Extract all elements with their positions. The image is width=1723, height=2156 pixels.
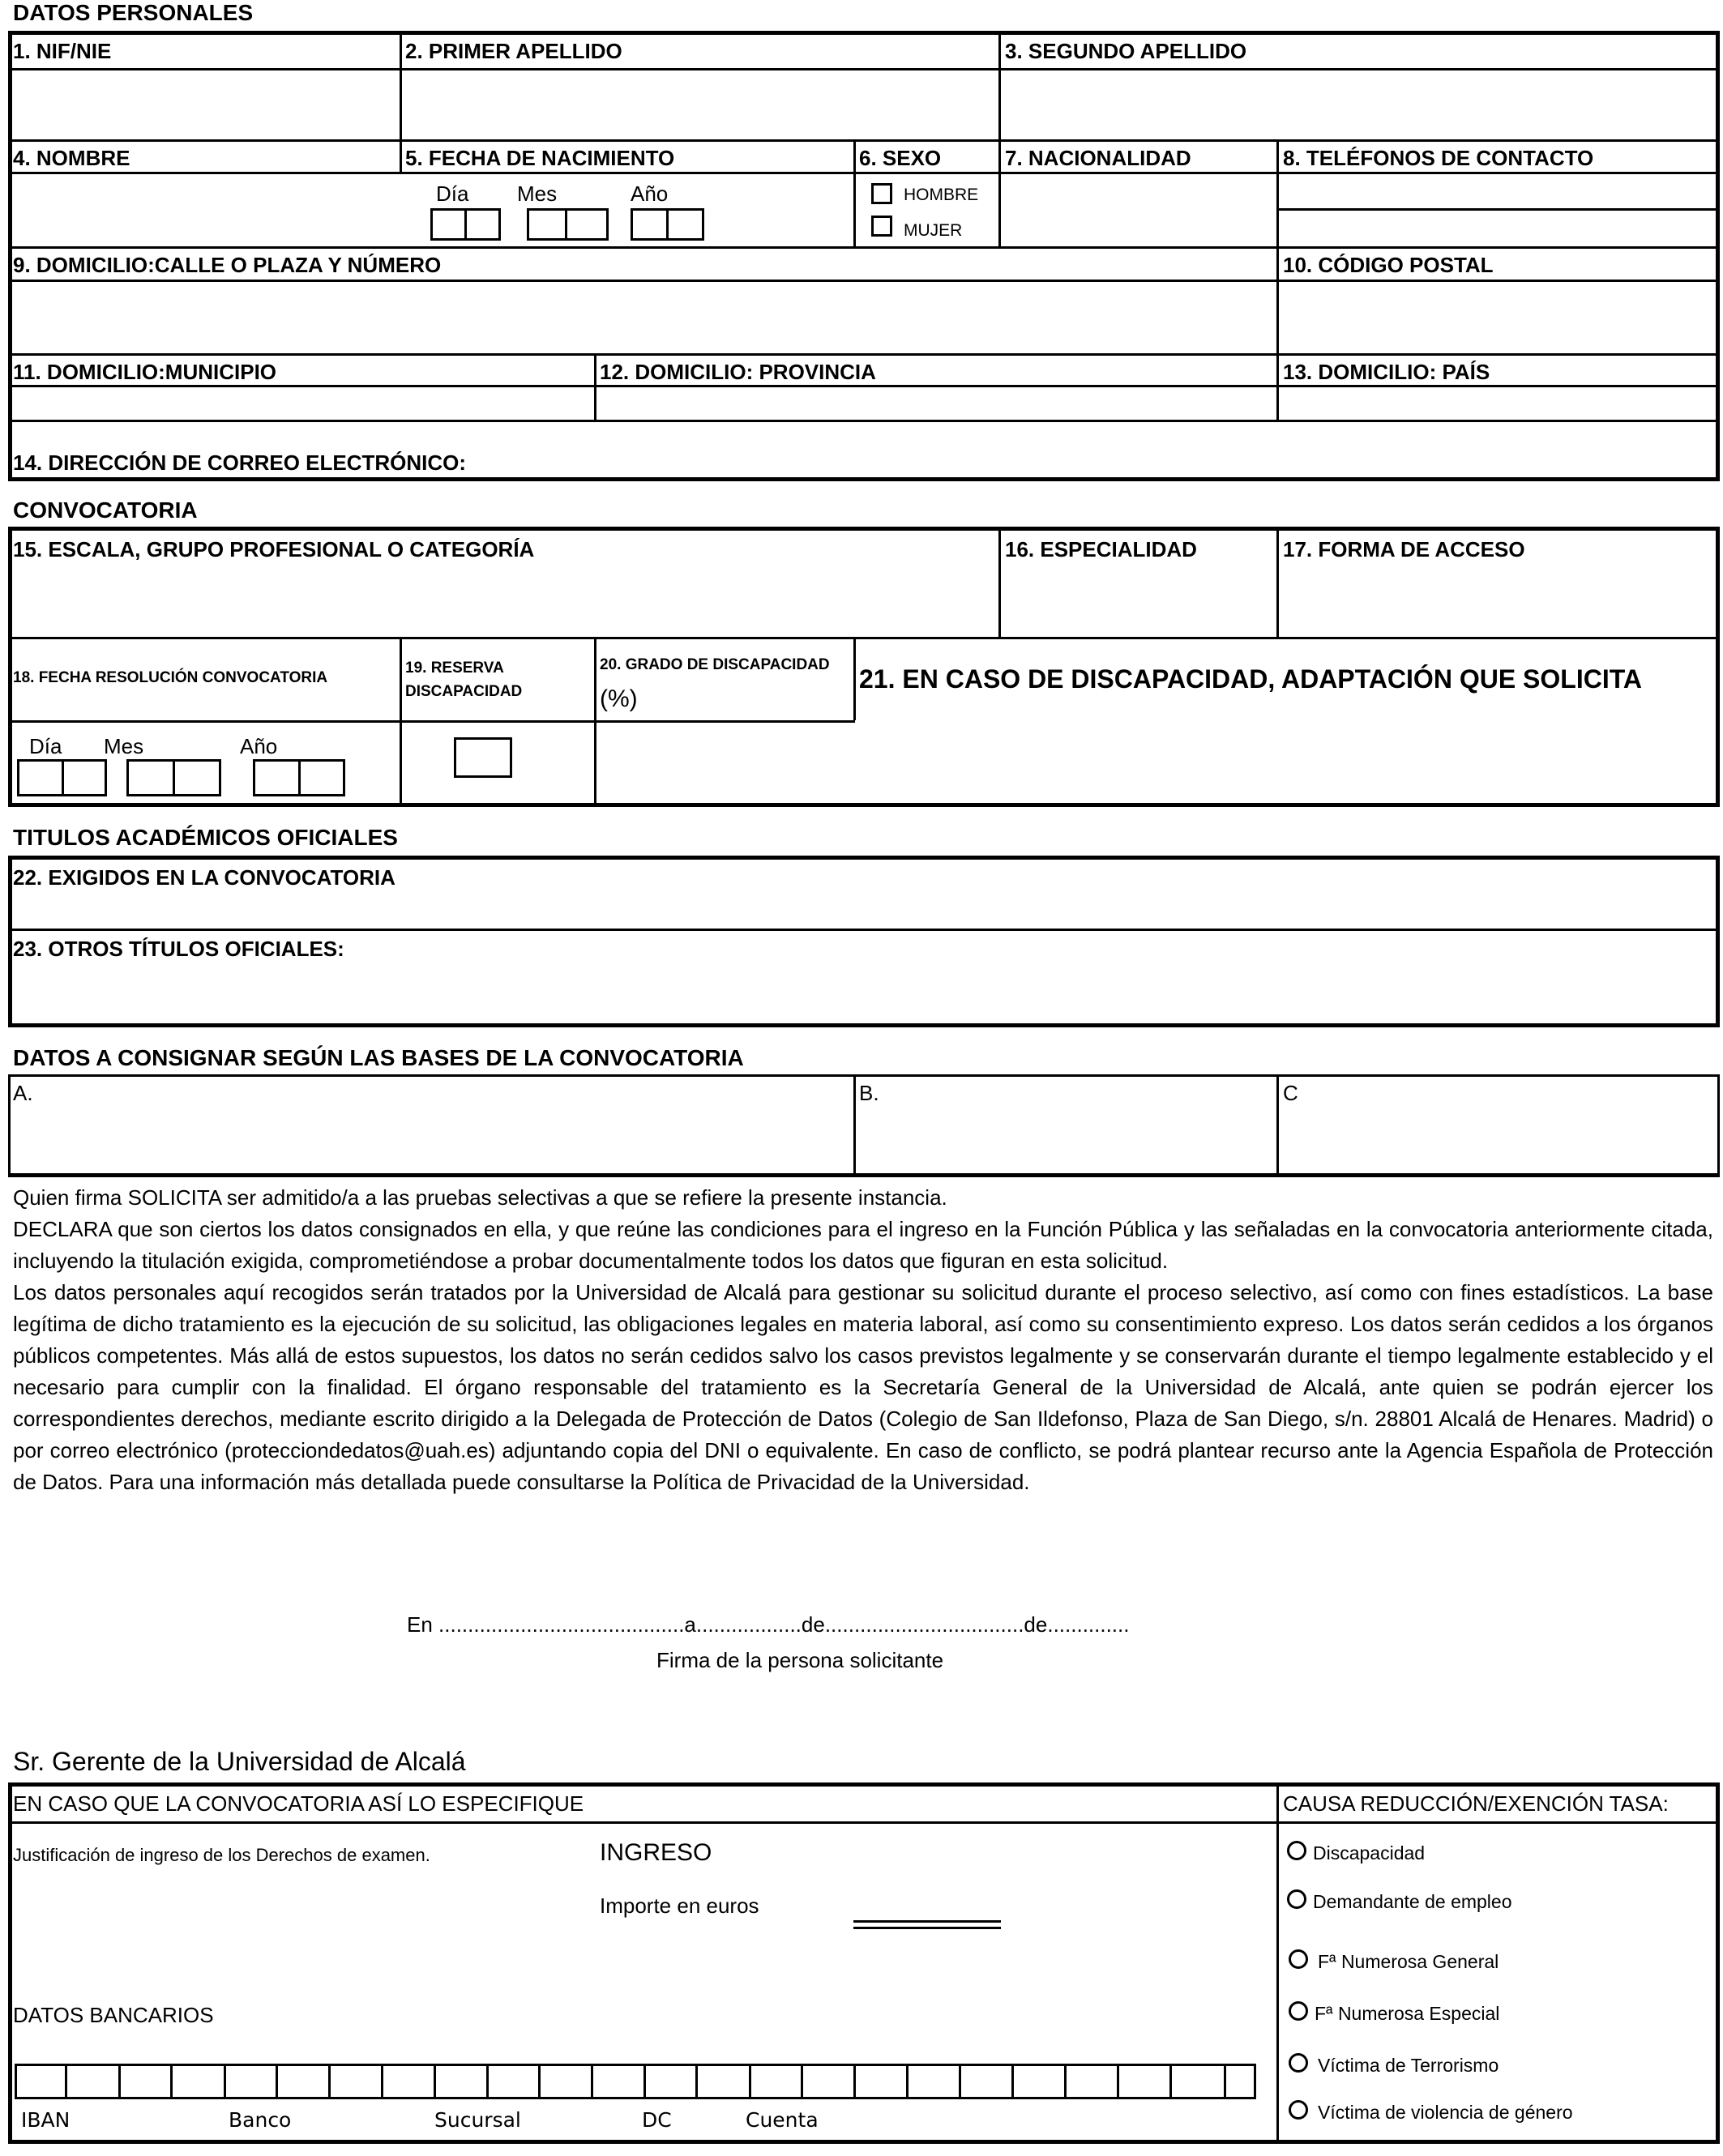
rule xyxy=(1276,208,1720,211)
provincia-input[interactable] xyxy=(597,388,1274,418)
grado-percent-label: (%) xyxy=(600,685,638,712)
field-label-c: C xyxy=(1283,1081,1298,1105)
rule xyxy=(118,2064,121,2099)
rule xyxy=(749,2064,751,2099)
birth-month-digit-1[interactable] xyxy=(527,208,567,241)
field-label-fecha-resolucion: 18. FECHA RESOLUCIÓN CONVOCATORIA xyxy=(13,669,328,686)
declaration-solicita: Quien firma SOLICITA ser admitido/a a las pruebas selectivas a que se refiere la presente instancia. xyxy=(13,1185,947,1210)
adaptacion-input[interactable] xyxy=(857,724,1717,804)
rule xyxy=(8,280,1720,282)
rule xyxy=(998,31,1001,139)
field-label-email: 14. DIRECCIÓN DE CORREO ELECTRÓNICO: xyxy=(13,450,467,475)
resolucion-year-label: Año xyxy=(240,734,278,758)
field-label-primer-apellido: 2. PRIMER APELLIDO xyxy=(405,39,622,63)
cause-fnumerosa-especial-label: Fª Numerosa Especial xyxy=(1315,2003,1500,2024)
rule xyxy=(801,2064,803,2099)
field-label-provincia: 12. DOMICILIO: PROVINCIA xyxy=(600,360,876,384)
rule xyxy=(381,2064,383,2099)
rule xyxy=(1276,353,1279,420)
primer-apellido-input[interactable] xyxy=(403,71,997,138)
importe-label: Importe en euros xyxy=(600,1893,759,1918)
field-label-b: B. xyxy=(859,1081,879,1105)
section-title-personal: DATOS PERSONALES xyxy=(13,0,254,25)
rule xyxy=(8,68,1720,70)
rule xyxy=(224,2064,226,2099)
field-label-exigidos: 22. EXIGIDOS EN LA CONVOCATORIA xyxy=(13,865,395,890)
justificacion-label: Justificación de ingreso de los Derechos de examen. xyxy=(13,1845,430,1865)
resolucion-day-digit-1[interactable] xyxy=(17,759,64,796)
field-label-nombre: 4. NOMBRE xyxy=(13,146,130,170)
escala-input[interactable] xyxy=(13,567,997,635)
fees-header-left: EN CASO QUE LA CONVOCATORIA ASÍ LO ESPECIFIQUE xyxy=(13,1791,584,1816)
rule xyxy=(170,2064,173,2099)
rule xyxy=(8,929,1720,931)
rule xyxy=(400,139,402,172)
sexo-mujer-label: MUJER xyxy=(904,221,963,240)
rule xyxy=(853,1920,1001,1923)
rule xyxy=(8,720,855,723)
bank-label-iban: IBAN xyxy=(21,2108,71,2132)
rule xyxy=(276,2064,278,2099)
rule xyxy=(1276,139,1279,246)
rule xyxy=(1011,2064,1014,2099)
resolucion-year-digit-1[interactable] xyxy=(253,759,301,796)
birth-day-label: Día xyxy=(436,181,469,206)
rule xyxy=(998,527,1001,637)
cause-demandante-label: Demandante de empleo xyxy=(1313,1891,1512,1912)
fees-header-right: CAUSA REDUCCIÓN/EXENCIÓN TASA: xyxy=(1283,1791,1669,1816)
forma-acceso-input[interactable] xyxy=(1280,567,1717,635)
field-label-adaptacion: 21. EN CASO DE DISCAPACIDAD, ADAPTACIÓN QUE SOLICITA xyxy=(859,664,1642,694)
birth-month-digit-2[interactable] xyxy=(565,208,609,241)
rule xyxy=(853,637,856,720)
field-label-nif: 1. NIF/NIE xyxy=(13,39,112,63)
codigo-postal-input[interactable] xyxy=(1280,283,1717,352)
grado-discapacidad-input[interactable] xyxy=(597,724,852,804)
field-label-fecha-nacimiento: 5. FECHA DE NACIMIENTO xyxy=(405,146,675,170)
section-title-titulos: TITULOS ACADÉMICOS OFICIALES xyxy=(13,825,398,850)
datos-bancarios-label: DATOS BANCARIOS xyxy=(13,2003,214,2027)
otros-titulos-input[interactable] xyxy=(13,966,1717,1024)
rule xyxy=(594,353,596,420)
email-input[interactable] xyxy=(421,423,1717,478)
rule xyxy=(8,637,1720,639)
especialidad-input[interactable] xyxy=(1002,567,1275,635)
rule xyxy=(8,172,1720,174)
birth-year-digit-1[interactable] xyxy=(631,208,669,241)
cause-fnumerosa-especial-radio[interactable] xyxy=(1289,2001,1308,2021)
telefono-input-2[interactable] xyxy=(1280,211,1717,245)
resolucion-day-label: Día xyxy=(29,734,62,758)
rule xyxy=(1276,527,1279,637)
field-label-a: A. xyxy=(13,1081,33,1105)
field-label-forma-acceso: 17. FORMA DE ACCESO xyxy=(1283,537,1525,561)
field-label-nacionalidad: 7. NACIONALIDAD xyxy=(1005,146,1191,170)
cause-terrorismo-label: Víctima de Terrorismo xyxy=(1318,2055,1499,2076)
resolucion-month-digit-1[interactable] xyxy=(126,759,175,796)
bank-digits-row[interactable] xyxy=(15,2064,1256,2099)
sexo-hombre-label: HOMBRE xyxy=(904,186,979,204)
nacionalidad-input[interactable] xyxy=(1002,175,1275,245)
field-label-grado-discapacidad: 20. GRADO DE DISCAPACIDAD xyxy=(600,656,830,673)
rule xyxy=(8,246,1720,249)
field-label-segundo-apellido: 3. SEGUNDO APELLIDO xyxy=(1005,39,1247,63)
field-label-codigo-postal: 10. CÓDIGO POSTAL xyxy=(1283,253,1494,277)
field-label-pais: 13. DOMICILIO: PAÍS xyxy=(1283,360,1490,384)
sexo-hombre-checkbox[interactable] xyxy=(871,183,892,204)
cause-violencia-genero-radio[interactable] xyxy=(1289,2100,1308,2120)
rule xyxy=(1064,2064,1067,2099)
rule xyxy=(400,31,402,139)
declaration-declara: DECLARA que son ciertos los datos consignados en ella, y que reúne las condiciones para el ingreso en la Función Pública y las señaladas en la convocatoria anteriormente citada, incluyendo la titulación exigida, comprometiéndose a probar documentalmente todos los datos que figuran en esta solicitud. xyxy=(13,1217,1713,1273)
rule xyxy=(695,2064,698,2099)
field-label-sexo: 6. SEXO xyxy=(859,146,942,170)
rule xyxy=(65,2064,67,2099)
rule xyxy=(328,2064,331,2099)
rule xyxy=(591,2064,593,2099)
rule xyxy=(8,385,1720,387)
addressee: Sr. Gerente de la Universidad de Alcalá xyxy=(13,1747,466,1776)
section-title-convocatoria: CONVOCATORIA xyxy=(13,497,198,523)
cause-discapacidad-label: Discapacidad xyxy=(1313,1842,1426,1864)
bank-label-banco: Banco xyxy=(229,2108,292,2132)
rule xyxy=(434,2064,436,2099)
importe-input-line[interactable] xyxy=(853,1927,1001,1929)
rule xyxy=(906,2064,909,2099)
rule xyxy=(486,2064,489,2099)
rule xyxy=(1169,2064,1172,2099)
field-label-otros-titulos: 23. OTROS TÍTULOS OFICIALES: xyxy=(13,937,344,961)
exigidos-input[interactable] xyxy=(13,893,1717,927)
rule xyxy=(8,1821,1720,1824)
signature-label: Firma de la persona solicitante xyxy=(656,1648,944,1672)
rule xyxy=(1276,246,1279,353)
signature-place-date-line[interactable]: En ..........................................a..................de..................................de.............. xyxy=(407,1612,1130,1637)
bank-label-dc: DC xyxy=(642,2108,672,2132)
birth-day-digit-2[interactable] xyxy=(464,208,501,241)
cause-fnumerosa-general-radio[interactable] xyxy=(1289,1949,1308,1969)
rule xyxy=(594,637,596,807)
rule xyxy=(853,2064,856,2099)
rule xyxy=(400,637,402,807)
cause-discapacidad-radio[interactable] xyxy=(1287,1841,1306,1860)
nif-input[interactable] xyxy=(13,71,397,138)
ingreso-label: INGRESO xyxy=(600,1839,712,1866)
field-label-telefonos: 8. TELÉFONOS DE CONTACTO xyxy=(1283,146,1594,170)
rule xyxy=(853,139,856,246)
declaration-privacy: Los datos personales aquí recogidos serán tratados por la Universidad de Alcalá para gestionar su solicitud durante el proceso selectivo, así como con fines estadísticos. La base legítima de dicho tratamiento es la ejecución de su solicitud, las obligaciones legales en materia laboral, así como su consentimiento expreso. Los datos serán cedidos a los órganos públicos competentes. Más allá de estos supuestos, los datos no serán cedidos salvo los casos previstos legalmente y se conservarán durante el tiempo legalmente establecido y el necesario para cumplir con la finalidad. El órgano responsable del tratamiento es la Secretaría General de la Universidad de Alcalá, ante quien se podrán ejercer los correspondientes derechos, mediante escrito dirigido a la Delegada de Protección de Datos (Colegio de San Ildefonso, Plaza de San Diego, s/n. 28801 Alcalá de Henares. Madrid) o por correo electrónico (protecciondedatos@uah.es) adjuntando copia del DNI o equivalente. En caso de conflicto, se podrá plantear recurso ante la Agencia Española de Protección de Datos. Para una información más detallada puede consultarse la Política de Privacidad de la Universidad. xyxy=(13,1280,1713,1494)
field-label-reserva: 19. RESERVA xyxy=(405,660,504,677)
segundo-apellido-input[interactable] xyxy=(1002,71,1717,138)
dato-b-input[interactable] xyxy=(857,1107,1274,1175)
rule xyxy=(643,2064,646,2099)
rule xyxy=(8,353,1720,356)
dato-c-input[interactable] xyxy=(1280,1107,1717,1175)
rule xyxy=(998,139,1001,246)
cause-terrorismo-radio[interactable] xyxy=(1289,2053,1308,2073)
cause-violencia-genero-label: Víctima de violencia de género xyxy=(1318,2102,1573,2123)
telefono-input-1[interactable] xyxy=(1280,175,1717,207)
rule xyxy=(1276,1782,1279,2144)
resolucion-month-digit-2[interactable] xyxy=(173,759,221,796)
field-label-domicilio-calle: 9. DOMICILIO:CALLE O PLAZA Y NÚMERO xyxy=(13,253,442,277)
municipio-input[interactable] xyxy=(13,388,592,418)
pais-input[interactable] xyxy=(1280,388,1717,418)
birth-year-digit-2[interactable] xyxy=(666,208,704,241)
dato-a-input[interactable] xyxy=(11,1107,851,1175)
bank-label-sucursal: Sucursal xyxy=(434,2108,521,2132)
field-label-escala: 15. ESCALA, GRUPO PROFESIONAL O CATEGORÍA xyxy=(13,537,535,561)
sexo-mujer-checkbox[interactable] xyxy=(871,216,892,237)
resolucion-month-label: Mes xyxy=(104,734,144,758)
section-title-datos-bases: DATOS A CONSIGNAR SEGÚN LAS BASES DE LA CONVOCATORIA xyxy=(13,1045,744,1070)
rule xyxy=(8,420,1720,422)
reserva-discapacidad-checkbox[interactable] xyxy=(454,737,512,778)
bank-label-cuenta: Cuenta xyxy=(746,2108,819,2132)
rule xyxy=(538,2064,541,2099)
birth-day-digit-1[interactable] xyxy=(430,208,467,241)
rule xyxy=(853,1074,856,1177)
resolucion-day-digit-2[interactable] xyxy=(62,759,107,796)
field-label-especialidad: 16. ESPECIALIDAD xyxy=(1005,537,1197,561)
rule xyxy=(1224,2064,1226,2099)
field-label-reserva-discapacidad: DISCAPACIDAD xyxy=(405,683,523,700)
cause-demandante-radio[interactable] xyxy=(1287,1889,1306,1909)
rule xyxy=(8,139,1720,142)
rule xyxy=(1117,2064,1119,2099)
birth-year-label: Año xyxy=(631,181,669,206)
resolucion-year-digit-2[interactable] xyxy=(298,759,345,796)
birth-month-label: Mes xyxy=(517,181,558,206)
cause-fnumerosa-general-label: Fª Numerosa General xyxy=(1318,1951,1499,1972)
domicilio-calle-input[interactable] xyxy=(13,283,1274,352)
rule xyxy=(959,2064,961,2099)
field-label-municipio: 11. DOMICILIO:MUNICIPIO xyxy=(13,360,277,384)
rule xyxy=(1276,1074,1279,1177)
